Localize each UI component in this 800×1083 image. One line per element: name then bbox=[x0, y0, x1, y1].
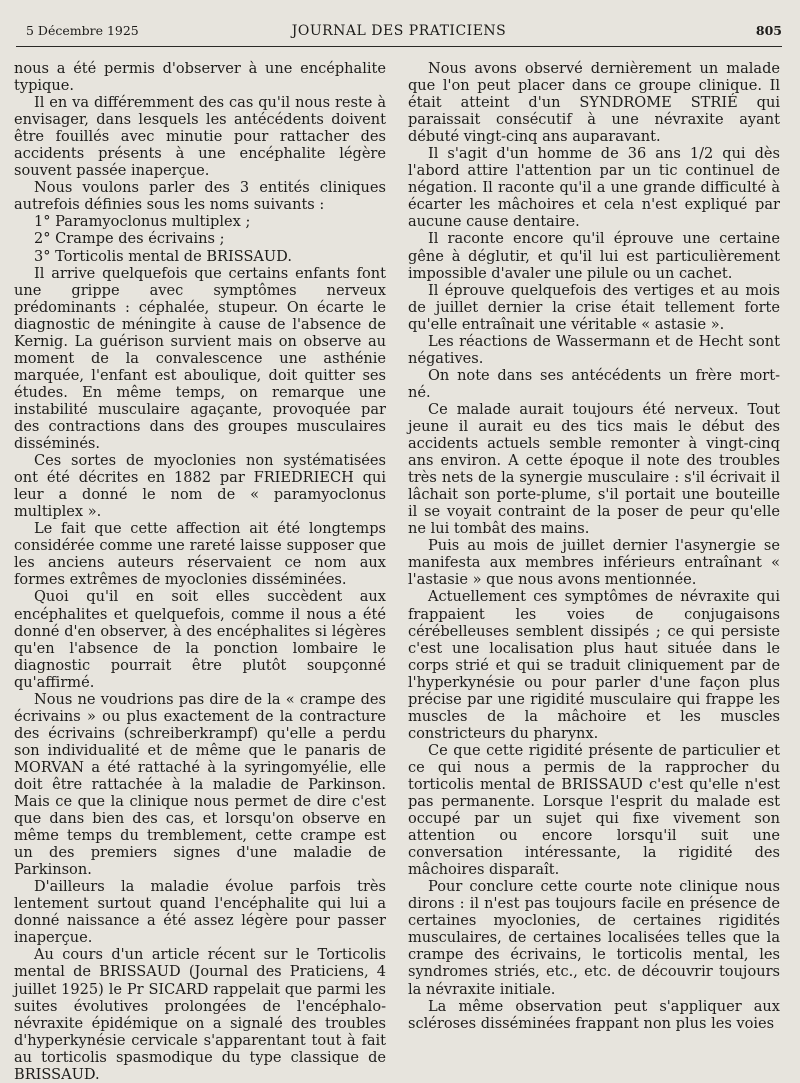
paragraph: Nous voulons parler des 3 entités cliniques autrefois définies sous les noms suivants : bbox=[14, 179, 386, 214]
list-item: 1° Paramyoclonus multiplex ; bbox=[34, 213, 251, 231]
paragraph: Quoi qu'il en soit elles succèdent aux encéphalites et quelquefois, comme il nous a été donné d'en observer, à des encéphalites si légères qu'en l'absence de la ponction lombaire le diagnostic pourrait être plutôt soupçonné qu'affirmé. bbox=[14, 588, 386, 691]
paragraph: Il éprouve quelquefois des vertiges et au mois de juillet dernier la crise était tellement forte qu'elle entraînait une véritable « astasie ». bbox=[408, 281, 780, 333]
page-number: 805 bbox=[755, 23, 782, 38]
paragraph: Nous avons observé dernièrement un malade que l'on peut placer dans ce groupe clinique. Il était atteint d'un SYNDROME STRIÉ qui paraissait consécutif à une névraxite ayant débuté vingt-cinq ans auparavant. bbox=[408, 60, 780, 146]
paragraph: On note dans ses antécédents un frère mort-né. bbox=[408, 366, 780, 401]
journal-title: JOURNAL DES PRATICIENS bbox=[291, 23, 507, 39]
paragraph: Ces sortes de myoclonies non systématisées ont été décrites en 1882 par FRIEDRIECH qui leur a donné le nom de « paramyoclonus multiplex ». bbox=[14, 452, 386, 521]
header-date: 5 Décembre 1925 bbox=[26, 23, 139, 38]
paragraph: D'ailleurs la maladie évolue parfois très lentement surtout quand l'encéphalite qui lui a donné naissance a été assez légère pour passer inaperçue. bbox=[14, 878, 386, 947]
article-body bbox=[14, 60, 782, 1083]
paragraph: Actuellement ces symptômes de névraxite qui frappaient les voies de conjugaisons cérébelleuses semblent dissipés ; ce qui persiste c'est une localisation plus haut située dans le corps strié et qui se traduit cliniquement par de l'hyperkynésie ou pour parler d'une façon plus précise par une rigidité musculaire qui frappe les muscles de la mâchoire et les muscles constricteurs du pharynx. bbox=[408, 588, 780, 742]
paragraph: Nous ne voudrions pas dire de la « crampe des écrivains » ou plus exactement de la contracture des écrivains (schreiberkrampf) qu'elle a perdu son individualité et de même que le panaris de MORVAN a été rattaché à la syringomyélie, elle doit être rattachée à la maladie de Parkinson. Mais ce que la clinique nous permet de dire c'est que dans bien des cas, et lorsqu'on observe en même temps du tremblement, cette crampe est un des premiers signes d'une maladie de Parkinson. bbox=[14, 690, 386, 879]
header-rule bbox=[16, 46, 782, 47]
paragraph: Le fait que cette affection ait été longtemps considérée comme une rareté laisse supposer que les anciens auteurs réservaient ce nom aux formes extrêmes de myoclonies disséminées. bbox=[14, 520, 386, 589]
list-item: 3° Torticolis mental de BRISSAUD. bbox=[34, 247, 292, 265]
paragraph: Les réactions de Wassermann et de Hecht sont négatives. bbox=[408, 332, 780, 367]
paragraph: Ce malade aurait toujours été nerveux. Tout jeune il aurait eu des tics mais le début des accidents actuels semble remonter à vingt-cinq ans environ. A cette époque il note des troubles très nets de la synergie musculaire : s'il écrivait il lâchait son porte-plume, s'il portait une bouteille il se voyait contraint de la poser de peur qu'elle ne lui tombât des mains. bbox=[408, 400, 780, 538]
paragraph: Ce que cette rigidité présente de particulier et ce qui nous a permis de la rapprocher du torticolis mental de BRISSAUD c'est qu'elle n'est pas permanente. Lorsque l'esprit du malade est occupé par un sujet qui fixe vivement son attention ou encore lorsqu'il suit une conversation intéressante, la rigidité des mâchoires disparaît. bbox=[408, 741, 780, 879]
paragraph: Pour conclure cette courte note clinique nous dirons : il n'est pas toujours facile en présence de certaines myoclonies, de certaines rigidités musculaires, de certaines localisées telles que la crampe des écrivains, le torticolis mental, les syndromes striés, etc., etc. de découvrir toujours la névraxite initiale. bbox=[408, 878, 780, 998]
paragraph: Au cours d'un article récent sur le Torticolis mental de BRISSAUD (Journal des Praticiens, 4 juillet 1925) le Pr SICARD rappelait que parmi les suites évolutives prolongées de l'encéphalo-névraxite épidémique on a signalé des troubles d'hyperkynésie cervicale s'apparentant tout à fait au torticolis spasmodique du type classique de BRISSAUD. bbox=[14, 946, 386, 1083]
paragraph: La même observation peut s'appliquer aux scléroses disséminées frappant non plus les voies bbox=[408, 997, 780, 1032]
paragraph: nous a été permis d'observer à une encéphalite typique. bbox=[14, 60, 386, 95]
paragraph: Il s'agit d'un homme de 36 ans 1/2 qui dès l'abord attire l'attention par un tic continuel de négation. Il raconte qu'il a une grande difficulté à écarter les mâchoires et cela n'est expliqué par aucune cause dentaire. bbox=[408, 145, 780, 231]
page-header bbox=[16, 20, 782, 42]
paragraph: Il en va différemment des cas qu'il nous reste à envisager, dans lesquels les antécédents doivent être fouillés avec minutie pour rattacher des accidents présents à une encéphalite légère souvent passée inaperçue. bbox=[14, 94, 386, 180]
paragraph: Puis au mois de juillet dernier l'asynergie se manifesta aux membres inférieurs entraînant « l'astasie » que nous avons mentionnée. bbox=[408, 537, 780, 589]
paragraph: Il raconte encore qu'il éprouve une certaine gêne à déglutir, et qu'il lui est particulièrement impossible d'avaler une pilule ou un cachet. bbox=[408, 230, 780, 282]
list-item: 2° Crampe des écrivains ; bbox=[34, 230, 225, 248]
paragraph: Il arrive quelquefois que certains enfants font une grippe avec symptômes nerveux prédominants : céphalée, stupeur. On écarte le diagnostic de méningite à cause de l'absence de Kernig. La guérison survient mais on observe au moment de la convalescence une asthénie marquée, l'enfant est aboulique, doit quitter ses études. En même temps, on remarque une instabilité musculaire agaçante, provoquée par des contractions dans des groupes musculaires disséminés. bbox=[14, 264, 386, 453]
left-column bbox=[14, 60, 386, 1083]
right-column bbox=[408, 60, 780, 1083]
